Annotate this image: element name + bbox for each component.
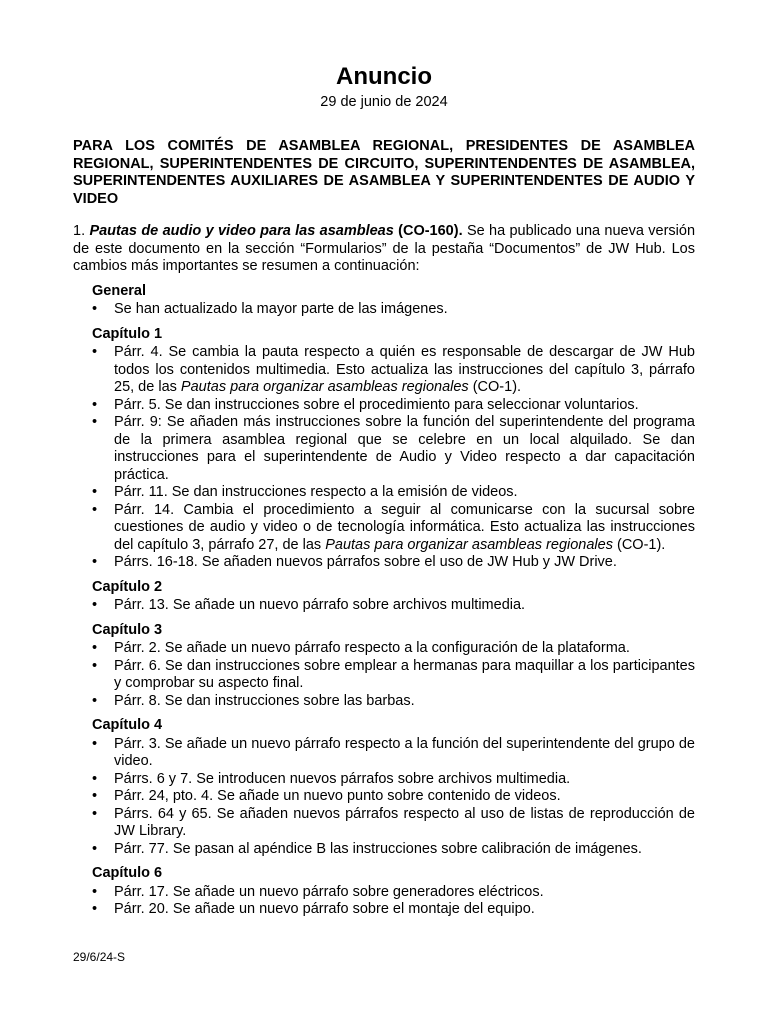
section-capitulo-4 [92, 717, 695, 858]
list-item: • Párr. 6. Se dan instrucciones sobre emplear a hermanas para maquillar a los participantes y comprobar su aspecto final. [92, 657, 695, 691]
section-capitulo-3 [92, 622, 695, 711]
bullet-list [92, 736, 695, 859]
section-title: Capítulo 1 [92, 325, 163, 342]
section-capitulo-1 [92, 326, 695, 572]
bullet-list [92, 301, 695, 319]
list-item: • Párrs. 16-18. Se añaden nuevos párrafos sobre el uso de JW Hub y JW Drive. [92, 554, 617, 570]
addressee-block: PARA LOS COMITÉS DE ASAMBLEA REGIONAL, PRESIDENTES DE ASAMBLEA REGIONAL, SUPERINTENDENTES DE CIRCUITO, SUPERINTENDENTES DE ASAMBLEA, SUPERINTENDENTES AUXILIARES DE ASAMBLEA Y SUPERINTENDENTES DE AUDIO Y VIDEO [73, 138, 695, 207]
section-title: Capítulo 2 [92, 578, 163, 595]
bullet-icon: • [92, 883, 98, 900]
list-item: • Párr. 8. Se dan instrucciones sobre las barbas. [92, 692, 415, 709]
section-general [92, 283, 695, 319]
publication-title: Pautas para organizar asambleas regionales [180, 379, 469, 395]
item-1-paragraph [73, 223, 695, 276]
list-item: • Párr. 11. Se dan instrucciones respecto a la emisión de videos. [92, 484, 518, 500]
bullet-icon: • [92, 788, 98, 804]
bullet-icon: • [92, 640, 98, 656]
bullet-icon: • [92, 770, 98, 787]
list-item: • Párr. 4. Se cambia la pauta respecto a quién es responsable de descargar de JW Hub todos los contenidos multimedia. Esto actualiza las instrucciones del capítulo 3, párrafo 25, de las Pautas para organizar asambleas regionales (CO-1). [92, 344, 695, 395]
bullet-icon: • [92, 735, 98, 752]
list-item: • Párr. 24, pto. 4. Se añade un nuevo punto sobre contenido de videos. [92, 788, 561, 804]
bullet-icon: • [92, 805, 98, 822]
list-item: • Párr. 17. Se añade un nuevo párrafo sobre generadores eléctricos. [92, 883, 544, 900]
section-title: Capítulo 4 [92, 717, 163, 733]
document-code: 29/6/24-S [73, 950, 126, 964]
bullet-icon: • [92, 396, 98, 413]
document-body [73, 138, 695, 926]
item-title: Pautas de audio y video para las asambleas [89, 223, 394, 239]
document-title: Anuncio [336, 63, 432, 90]
bullet-icon: • [92, 657, 98, 674]
bullet-list [92, 884, 695, 919]
list-item: • Se han actualizado la mayor parte de las imágenes. [92, 301, 448, 317]
publication-title: Pautas para organizar asambleas regionales [325, 536, 613, 553]
bullet-list [92, 640, 695, 710]
bullet-list [92, 344, 695, 572]
bullet-icon: • [92, 484, 98, 500]
bullet-list [92, 597, 695, 615]
list-item: • Párr. 5. Se dan instrucciones sobre el procedimiento para seleccionar voluntarios. [92, 396, 639, 413]
section-title: Capítulo 3 [92, 621, 163, 638]
list-item: • Párr. 3. Se añade un nuevo párrafo respecto a la función del superintendente del grupo de video. [92, 735, 695, 769]
bullet-icon: • [92, 901, 98, 917]
section-capitulo-2 [92, 579, 695, 615]
list-item: • Párrs. 64 y 65. Se añaden nuevos párrafos respecto al uso de listas de reproducción de JW Library. [92, 805, 695, 839]
bullet-icon: • [92, 414, 98, 430]
list-item: • Párr. 9: Se añaden más instrucciones sobre la función del superintendente del programa de la primera asamblea regional que se celebre en un local alquilado. Se dan instrucciones para el superintendente de Audio y Video respecto a dar capacitación práctica. [92, 414, 695, 483]
list-item: • Párr. 20. Se añade un nuevo párrafo sobre el montaje del equipo. [92, 901, 535, 917]
bullet-icon: • [92, 692, 98, 709]
bullet-icon: • [92, 301, 98, 317]
bullet-icon: • [92, 840, 98, 857]
item-number: 1. [73, 223, 86, 239]
bullet-icon: • [92, 597, 98, 613]
list-item: • Párrs. 6 y 7. Se introducen nuevos párrafos sobre archivos multimedia. [92, 770, 571, 787]
bullet-icon: • [92, 501, 98, 518]
item-text: Se ha publicado una nueva versión de este documento en la sección “Formularios” de la pestaña “Documentos” de JW Hub. Los cambios más importantes se resumen a continuación: [73, 223, 696, 274]
list-item: • Párr. 77. Se pasan al apéndice B las instrucciones sobre calibración de imágenes. [92, 840, 642, 857]
section-capitulo-6 [92, 865, 695, 919]
item-code: (CO-160). [398, 223, 463, 239]
bullet-icon: • [92, 554, 98, 570]
bullet-icon: • [92, 344, 98, 360]
section-title: Capítulo 6 [92, 865, 163, 881]
document-date: 29 de junio de 2024 [320, 94, 448, 110]
list-item: • Párr. 2. Se añade un nuevo párrafo respecto a la configuración de la plataforma. [92, 640, 630, 656]
section-title: General [92, 282, 146, 299]
list-item: • Párr. 13. Se añade un nuevo párrafo sobre archivos multimedia. [92, 597, 526, 613]
list-item: • Párr. 14. Cambia el procedimiento a seguir al comunicarse con la sucursal sobre cuestiones de audio y video o de tecnología informática. Esto actualiza las instrucciones del capítulo 3, párrafo 27, de las Pautas para organizar asambleas regionales (CO-1). [92, 501, 695, 553]
